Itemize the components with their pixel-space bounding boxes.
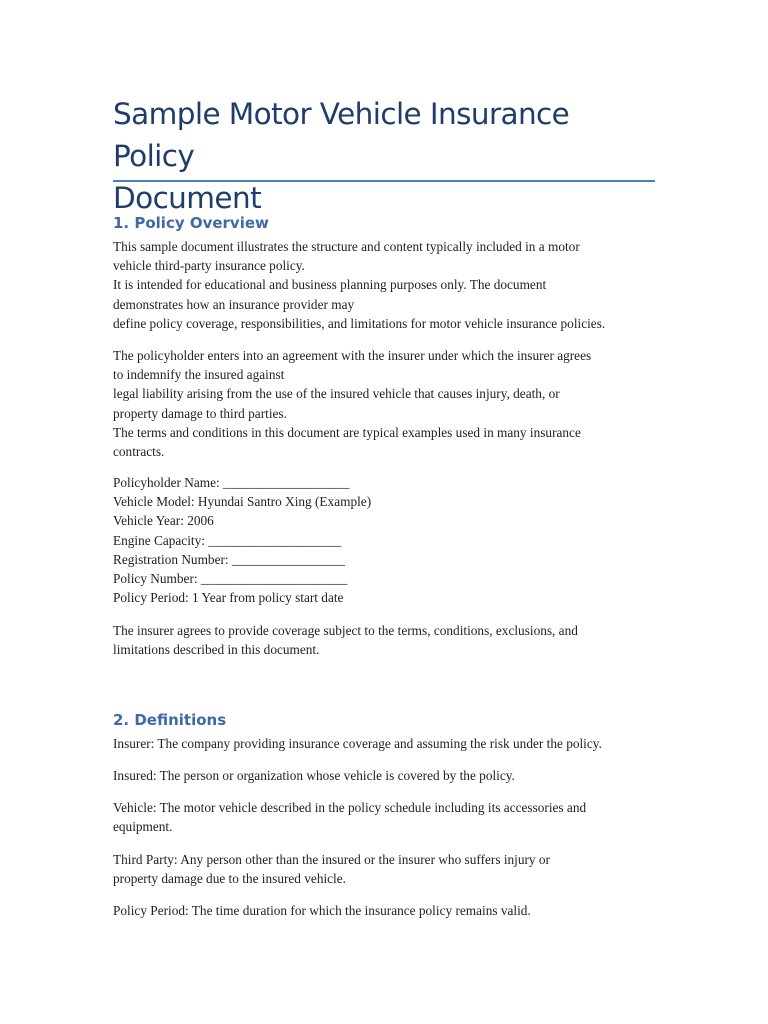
vehicle-year-field: Vehicle Year: 2006 xyxy=(113,513,214,529)
paragraph-coverage xyxy=(113,621,658,659)
text-line: contracts. xyxy=(113,443,165,459)
document-title-line-2: Document xyxy=(113,181,262,215)
title-underline-rule xyxy=(113,180,655,182)
engine-capacity-field: Engine Capacity: ____________________ xyxy=(113,532,342,548)
text-line: vehicle third-party insurance policy. xyxy=(113,258,305,274)
definition-policy-period xyxy=(113,901,658,920)
policy-details-block xyxy=(113,473,658,607)
definition-vehicle xyxy=(113,798,658,836)
text-line: Insured: The person or organization whose vehicle is covered by the policy. xyxy=(113,768,515,783)
text-line: The insurer agrees to provide coverage subject to the terms, conditions, exclusions, and xyxy=(113,623,578,638)
document-title-line-1: Sample Motor Vehicle Insurance Policy xyxy=(113,97,570,173)
vehicle-model-field: Vehicle Model: Hyundai Santro Xing (Example) xyxy=(113,494,372,510)
policy-number-field: Policy Number: ______________________ xyxy=(113,570,348,586)
definition-insured xyxy=(113,766,658,785)
paragraph-overview-intro xyxy=(113,237,658,333)
section-heading-policy-overview: 1. Policy Overview xyxy=(113,214,269,232)
text-line: Policy Period: The time duration for which the insurance policy remains valid. xyxy=(113,903,531,918)
text-line: limitations described in this document. xyxy=(113,642,320,658)
definition-third-party xyxy=(113,850,658,888)
text-line: define policy coverage, responsibilities, and limitations for motor vehicle insurance policies. xyxy=(113,315,606,331)
text-line: Third Party: Any person other than the insured or the insurer who suffers injury or xyxy=(113,852,550,867)
text-line: demonstrates how an insurance provider may xyxy=(113,296,355,312)
text-line: The policyholder enters into an agreement with the insurer under which the insurer agrees xyxy=(113,348,592,363)
text-line: legal liability arising from the use of the insured vehicle that causes injury, death, or xyxy=(113,386,560,402)
document-title xyxy=(113,93,658,219)
text-line: Vehicle: The motor vehicle described in the policy schedule including its accessories and xyxy=(113,800,587,815)
text-line: property damage due to the insured vehicle. xyxy=(113,871,346,887)
registration-number-field: Registration Number: _________________ xyxy=(113,551,345,567)
definition-insurer xyxy=(113,734,658,753)
text-line: Insurer: The company providing insurance coverage and assuming the risk under the policy. xyxy=(113,736,602,751)
text-line: It is intended for educational and business planning purposes only. The document xyxy=(113,277,547,293)
text-line: equipment. xyxy=(113,819,173,835)
text-line: The terms and conditions in this document are typical examples used in many insurance xyxy=(113,424,581,440)
section-heading-definitions: 2. Definitions xyxy=(113,711,227,729)
paragraph-agreement xyxy=(113,346,658,461)
text-line: This sample document illustrates the structure and content typically included in a motor xyxy=(113,239,580,254)
policyholder-name-field: Policyholder Name: ___________________ xyxy=(113,475,350,490)
policy-period-field: Policy Period: 1 Year from policy start date xyxy=(113,590,344,606)
text-line: to indemnify the insured against xyxy=(113,367,285,383)
text-line: property damage to third parties. xyxy=(113,405,287,421)
